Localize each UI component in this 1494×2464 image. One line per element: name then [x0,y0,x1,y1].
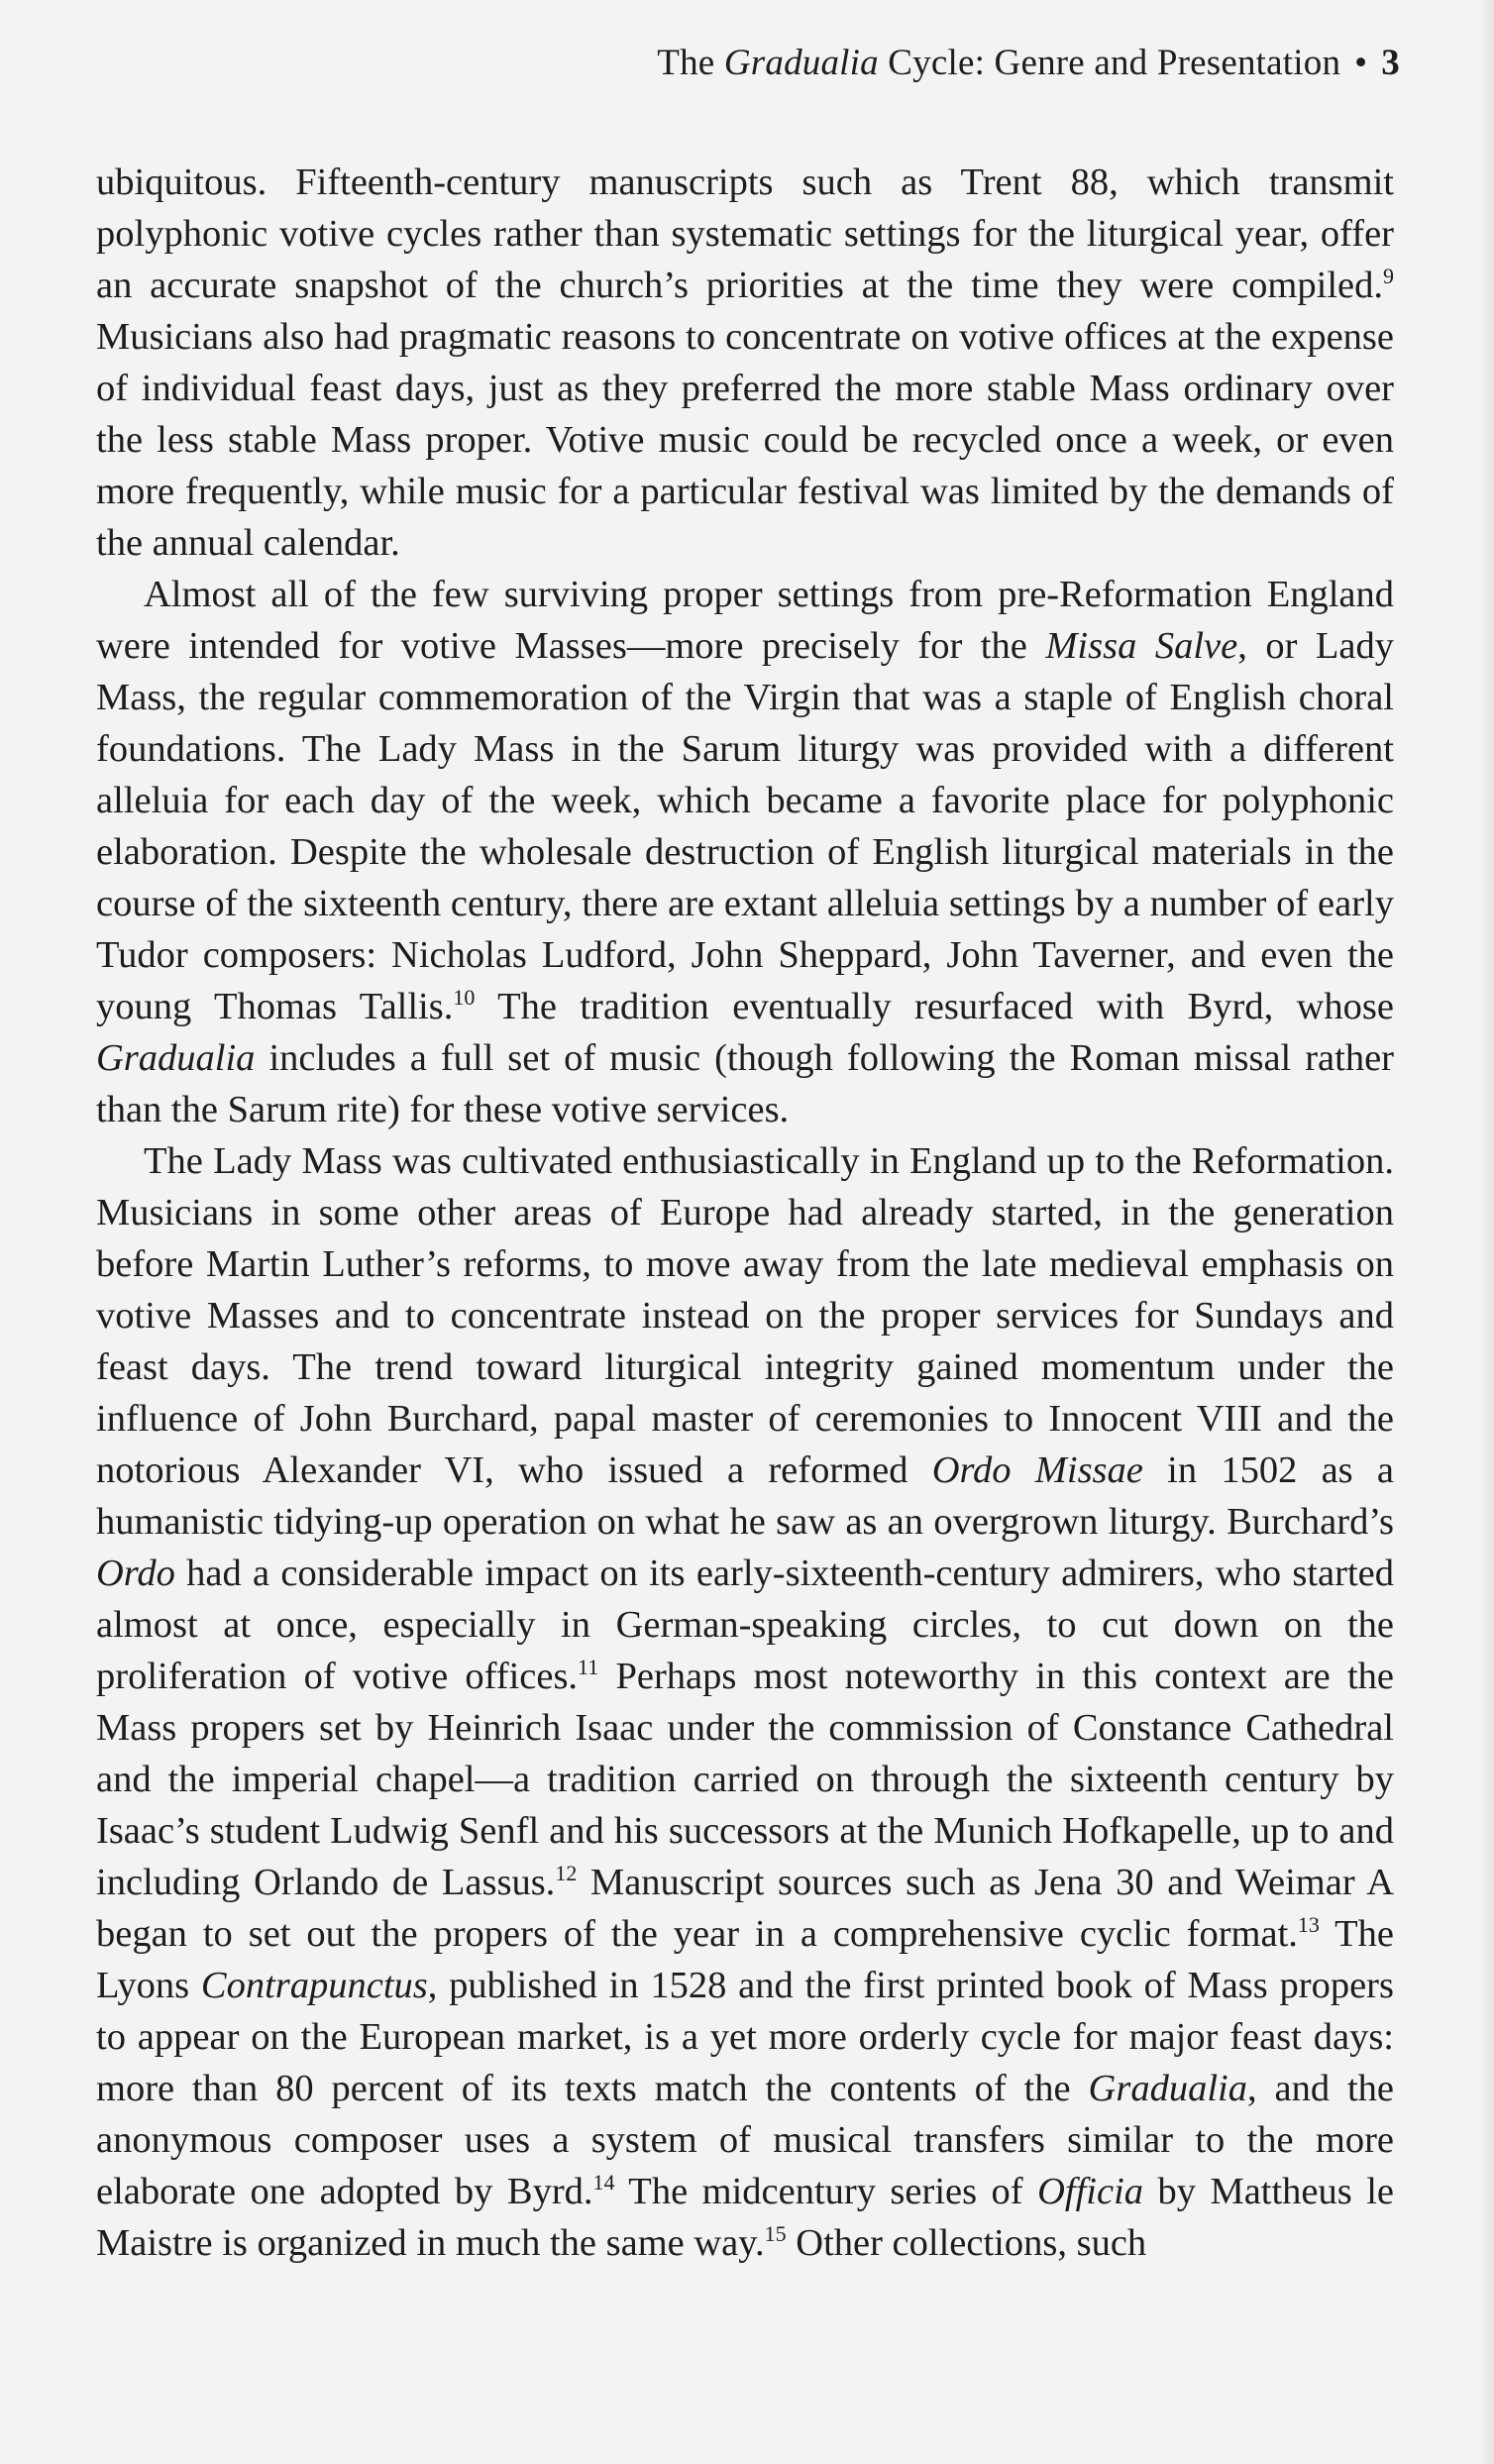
text-run: had a considerable impact on its early-sixteenth-century admirers, who started almost at once, especially in German-speaking circles, to cut down on the proliferation of votive offices. [96,1553,1394,1697]
text-run: The midcentury series of [614,2171,1038,2212]
text-run: , published in 1528 and the first printed book of Mass propers to appear on the European market, is a yet more orderly cycle for major feast days: more than 80 percent of its texts match the contents of the [96,1965,1394,2109]
footnote-ref-9: 9 [1383,264,1394,289]
text-run: , or Lady Mass, the regular commemoration of the Virgin that was a staple of English choral foundations. The Lady Mass in the Sarum liturgy was provided with a different alleluia for each day of the week, which became a favorite place for polyphonic elaboration. Despite the wholesale destruction of English liturgical materials in the course of the sixteenth century, there are extant alleluia settings by a number of early Tudor composers: Nicholas Ludford, John Sheppard, John Taverner, and even the young Thomas Tallis. [96,625,1395,1027]
text-run: Almost all of the few surviving proper settings from pre-Reformation England were intended for votive Masses—more precisely for the [96,574,1394,667]
page-edge-shadow [1480,0,1494,2464]
running-head [657,42,1400,85]
italic-title: Officia [1037,2171,1144,2212]
text-run: The Lady Mass was cultivated enthusiastically in England up to the Reformation. Musicians in some other areas of Europe had already started, in the generation before Martin Luther’s reforms, to move away from the late medieval emphasis on votive Masses and to concentrate instead on the proper services for Sundays and feast days. The trend toward liturgical integrity gained momentum under the influence of John Burchard, papal master of ceremonies to Innocent VIII and the notorious Alexander VI, who issued a reformed [96,1140,1394,1491]
running-head-title-italic: Gradualia [723,43,879,83]
text-run: includes a full set of music (though following the Roman missal rather than the Sarum rite) for these votive services. [96,1037,1394,1130]
footnote-ref-14: 14 [592,2170,615,2196]
text-run: Manuscript sources such as Jena 30 and Weimar A began to set out the propers of the year in a comprehensive cyclic format. [96,1862,1394,1955]
text-run: Perhaps most noteworthy in this context are the Mass propers set by Heinrich Isaac under the commission of Constance Cathedral and the imperial chapel—a tradition carried on through the sixteenth century by Isaac’s student Ludwig Senfl and his successors at the Munich Hofkapelle, up to and including Orlando de Lassus. [96,1656,1394,1903]
italic-title: Ordo [96,1553,175,1594]
paragraph-1 [96,157,1394,569]
text-run: in 1502 as a humanistic tidying-up operation on what he saw as an overgrown liturgy. Burchard’s [96,1449,1394,1543]
running-head-title-pre: The [657,43,724,83]
footnote-ref-15: 15 [764,2221,787,2247]
text-run: ubiquitous. Fifteenth-century manuscripts such as Trent 88, which transmit polyphonic votive cycles rather than systematic settings for the liturgical year, offer an accurate snapshot of the church’s priorities at the time they were compiled. [96,161,1394,306]
italic-title: Gradualia [1088,2068,1247,2109]
footnote-ref-10: 10 [453,985,476,1011]
text-run: Musicians also had pragmatic reasons to concentrate on votive offices at the expense of individual feast days, just as they preferred the more stable Mass ordinary over the less stable Mass proper. Votive music could be recycled once a week, or even more frequently, while music for a particular festival was limited by the demands of the annual calendar. [96,316,1394,564]
footnote-ref-11: 11 [578,1655,599,1680]
text-run: , and the anonymous composer uses a system of musical transfers similar to the more elaborate one adopted by Byrd. [96,2068,1394,2212]
body-text [96,157,1394,2269]
running-head-title-post: Cycle: Genre and Presentation [878,43,1341,83]
text-run: Other collections, such [786,2222,1147,2264]
footnote-ref-13: 13 [1297,1912,1320,1938]
running-head-bullet: • [1354,43,1368,83]
text-run: The Lyons [96,1913,1394,2006]
italic-title: Ordo Missae [931,1449,1143,1491]
paragraph-2 [96,569,1394,1135]
italic-title: Missa Salve [1045,625,1238,667]
italic-title: Gradualia [96,1037,256,1079]
paragraph-3 [96,1135,1394,2269]
italic-title: Contrapunctus [200,1965,428,2006]
text-run: The tradition eventually resurfaced with Byrd, whose [475,986,1395,1027]
page-number: 3 [1381,43,1400,83]
text-run: by Mattheus le Maistre is organized in much the same way. [96,2171,1394,2264]
footnote-ref-12: 12 [555,1861,578,1886]
